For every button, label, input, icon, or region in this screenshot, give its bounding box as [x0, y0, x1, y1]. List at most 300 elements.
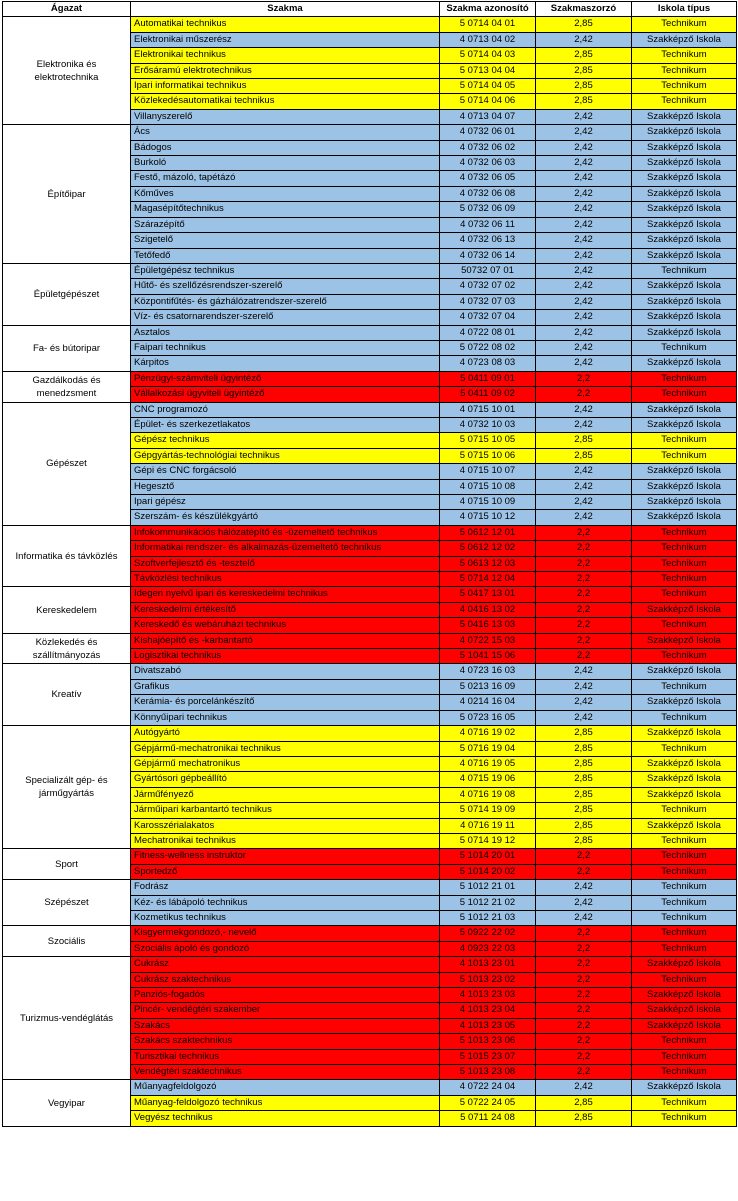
code-cell: 5 0714 19 09: [440, 803, 536, 818]
school-type-cell: Technikum: [632, 864, 737, 879]
profession-cell: Elektronikai műszerész: [131, 32, 440, 47]
profession-cell: Kishajóépítő és -karbantartó: [131, 633, 440, 648]
school-type-cell: Szakképző Iskola: [632, 125, 737, 140]
school-type-cell: Szakképző Iskola: [632, 356, 737, 371]
code-cell: 5 1013 23 06: [440, 1034, 536, 1049]
profession-cell: Cukrász: [131, 957, 440, 972]
code-cell: 4 0732 07 02: [440, 279, 536, 294]
school-type-cell: Szakképző Iskola: [632, 109, 737, 124]
code-cell: 4 1013 23 03: [440, 988, 536, 1003]
multiplier-cell: 2,2: [536, 618, 632, 633]
school-type-cell: Szakképző Iskola: [632, 495, 737, 510]
school-type-cell: Technikum: [632, 556, 737, 571]
multiplier-cell: 2,42: [536, 32, 632, 47]
profession-cell: Műanyag-feldolgozó technikus: [131, 1095, 440, 1110]
profession-cell: Panziós-fogadós: [131, 988, 440, 1003]
code-cell: 4 1013 23 05: [440, 1018, 536, 1033]
school-type-cell: Szakképző Iskola: [632, 1080, 737, 1095]
school-type-cell: Szakképző Iskola: [632, 957, 737, 972]
profession-cell: Asztalos: [131, 325, 440, 340]
code-cell: 4 0723 08 03: [440, 356, 536, 371]
school-type-cell: Technikum: [632, 1034, 737, 1049]
header-profession: Szakma: [131, 2, 440, 17]
table-row: [3, 957, 737, 972]
multiplier-cell: 2,2: [536, 572, 632, 587]
school-type-cell: Szakképző Iskola: [632, 479, 737, 494]
header-multiplier: Szakmaszorzó: [536, 2, 632, 17]
table-row: [3, 263, 737, 278]
table-row: [3, 664, 737, 679]
profession-cell: Infokommunikációs hálózatépítő és -üzemeltető technikus: [131, 525, 440, 540]
multiplier-cell: 2,42: [536, 233, 632, 248]
school-type-cell: Szakképző Iskola: [632, 402, 737, 417]
school-type-cell: Technikum: [632, 941, 737, 956]
multiplier-cell: 2,2: [536, 1003, 632, 1018]
profession-cell: Villanyszerelő: [131, 109, 440, 124]
code-cell: 4 0732 10 03: [440, 417, 536, 432]
school-type-cell: Technikum: [632, 710, 737, 725]
profession-cell: Logisztikai technikus: [131, 649, 440, 664]
profession-cell: Divatszabó: [131, 664, 440, 679]
sector-cell: Informatika és távközlés: [3, 525, 131, 587]
multiplier-cell: 2,42: [536, 402, 632, 417]
multiplier-cell: 2,42: [536, 125, 632, 140]
profession-cell: Kereskedelmi értékesítő: [131, 602, 440, 617]
multiplier-cell: 2,85: [536, 48, 632, 63]
code-cell: 4 1013 23 04: [440, 1003, 536, 1018]
profession-cell: Faipari technikus: [131, 340, 440, 355]
profession-cell: Idegen nyelvű ipari és kereskedelmi technikus: [131, 587, 440, 602]
multiplier-cell: 2,2: [536, 941, 632, 956]
profession-cell: Erősáramú elektrotechnikus: [131, 63, 440, 78]
code-cell: 4 0732 06 03: [440, 156, 536, 171]
school-type-cell: Technikum: [632, 525, 737, 540]
multiplier-cell: 2,42: [536, 263, 632, 278]
school-type-cell: Technikum: [632, 849, 737, 864]
multiplier-cell: 2,85: [536, 772, 632, 787]
multiplier-cell: 2,42: [536, 171, 632, 186]
sector-cell: Épületgépészet: [3, 263, 131, 325]
table-row: [3, 325, 737, 340]
profession-cell: Cukrász szaktechnikus: [131, 972, 440, 987]
multiplier-cell: 2,42: [536, 279, 632, 294]
multiplier-cell: 2,85: [536, 79, 632, 94]
profession-cell: Gépjármű mechatronikus: [131, 756, 440, 771]
sector-cell: Szociális: [3, 926, 131, 957]
profession-cell: Turisztikai technikus: [131, 1049, 440, 1064]
profession-cell: Pincér- vendégtéri szakember: [131, 1003, 440, 1018]
profession-cell: Kerámia- és porcelánkészítő: [131, 695, 440, 710]
code-cell: 5 0922 22 02: [440, 926, 536, 941]
profession-cell: CNC programozó: [131, 402, 440, 417]
profession-cell: Gyártósori gépbeállító: [131, 772, 440, 787]
multiplier-cell: 2,42: [536, 325, 632, 340]
school-type-cell: Szakképző Iskola: [632, 171, 737, 186]
code-cell: 5 0411 09 02: [440, 387, 536, 402]
profession-cell: Pénzügyi-számviteli ügyintéző: [131, 371, 440, 386]
code-cell: 4 0716 19 11: [440, 818, 536, 833]
code-cell: 4 0732 07 03: [440, 294, 536, 309]
code-cell: 5 0732 06 09: [440, 202, 536, 217]
profession-cell: Kozmetikus technikus: [131, 910, 440, 925]
school-type-cell: Technikum: [632, 79, 737, 94]
sector-cell: Gazdálkodás és menedzsment: [3, 371, 131, 402]
code-cell: 5 0417 13 01: [440, 587, 536, 602]
school-type-cell: Technikum: [632, 803, 737, 818]
profession-cell: Szárazépítő: [131, 217, 440, 232]
profession-cell: Autógyártó: [131, 726, 440, 741]
multiplier-cell: 2,2: [536, 541, 632, 556]
profession-cell: Kereskedő és webáruházi technikus: [131, 618, 440, 633]
multiplier-cell: 2,2: [536, 972, 632, 987]
school-type-cell: Technikum: [632, 541, 737, 556]
profession-cell: Automatikai technikus: [131, 17, 440, 32]
school-type-cell: Technikum: [632, 679, 737, 694]
profession-cell: Távközlési technikus: [131, 572, 440, 587]
profession-cell: Ács: [131, 125, 440, 140]
school-type-cell: Technikum: [632, 926, 737, 941]
code-cell: 4 0732 06 08: [440, 186, 536, 201]
school-type-cell: Szakképző Iskola: [632, 156, 737, 171]
table-row: [3, 587, 737, 602]
code-cell: 5 1013 23 02: [440, 972, 536, 987]
code-cell: 5 0715 10 06: [440, 448, 536, 463]
code-cell: 5 1012 21 01: [440, 880, 536, 895]
table-row: [3, 17, 737, 32]
profession-cell: Szerszám- és készülékgyártó: [131, 510, 440, 525]
school-type-cell: Technikum: [632, 433, 737, 448]
profession-cell: Karosszérialakatos: [131, 818, 440, 833]
school-type-cell: Technikum: [632, 340, 737, 355]
multiplier-cell: 2,2: [536, 957, 632, 972]
code-cell: 4 0716 19 05: [440, 756, 536, 771]
school-type-cell: Szakképző Iskola: [632, 325, 737, 340]
multiplier-cell: 2,42: [536, 217, 632, 232]
school-type-cell: Szakképző Iskola: [632, 726, 737, 741]
school-type-cell: Technikum: [632, 649, 737, 664]
multiplier-cell: 2,85: [536, 756, 632, 771]
school-type-cell: Szakképző Iskola: [632, 633, 737, 648]
code-cell: 5 0213 16 09: [440, 679, 536, 694]
multiplier-cell: 2,85: [536, 1095, 632, 1110]
multiplier-cell: 2,2: [536, 926, 632, 941]
profession-cell: Informatikai rendszer- és alkalmazás-üzemeltető technikus: [131, 541, 440, 556]
code-cell: 4 0416 13 02: [440, 602, 536, 617]
profession-cell: Burkoló: [131, 156, 440, 171]
school-type-cell: Technikum: [632, 910, 737, 925]
multiplier-cell: 2,85: [536, 1111, 632, 1126]
school-type-cell: Technikum: [632, 1095, 737, 1110]
profession-cell: Járműipari karbantartó technikus: [131, 803, 440, 818]
multiplier-cell: 2,42: [536, 310, 632, 325]
multiplier-cell: 2,42: [536, 495, 632, 510]
code-cell: 5 1012 21 02: [440, 895, 536, 910]
profession-cell: Műanyagfeldolgozó: [131, 1080, 440, 1095]
multiplier-cell: 2,85: [536, 803, 632, 818]
profession-cell: Kárpitos: [131, 356, 440, 371]
school-type-cell: Szakképző Iskola: [632, 464, 737, 479]
code-cell: 4 0716 19 08: [440, 787, 536, 802]
code-cell: 4 0715 10 01: [440, 402, 536, 417]
school-type-cell: Technikum: [632, 94, 737, 109]
profession-cell: Sportedző: [131, 864, 440, 879]
multiplier-cell: 2,85: [536, 787, 632, 802]
table-row: [3, 849, 737, 864]
multiplier-cell: 2,2: [536, 556, 632, 571]
code-cell: 5 1013 23 08: [440, 1065, 536, 1080]
school-type-cell: Technikum: [632, 572, 737, 587]
school-type-cell: Technikum: [632, 17, 737, 32]
multiplier-cell: 2,42: [536, 1080, 632, 1095]
school-type-cell: Szakképző Iskola: [632, 233, 737, 248]
sector-cell: Sport: [3, 849, 131, 880]
multiplier-cell: 2,2: [536, 988, 632, 1003]
profession-cell: Grafikus: [131, 679, 440, 694]
profession-cell: Tetőfedő: [131, 248, 440, 263]
multiplier-cell: 2,2: [536, 1018, 632, 1033]
multiplier-cell: 2,2: [536, 649, 632, 664]
profession-cell: Gépi és CNC forgácsoló: [131, 464, 440, 479]
multiplier-cell: 2,42: [536, 340, 632, 355]
school-type-cell: Szakképző Iskola: [632, 1018, 737, 1033]
profession-cell: Központifűtés- és gázhálózatrendszer-szerelő: [131, 294, 440, 309]
code-cell: 5 0722 08 02: [440, 340, 536, 355]
school-type-cell: Technikum: [632, 833, 737, 848]
school-type-cell: Szakképző Iskola: [632, 772, 737, 787]
school-type-cell: Szakképző Iskola: [632, 248, 737, 263]
profession-cell: Magasépítőtechnikus: [131, 202, 440, 217]
code-cell: 50732 07 01: [440, 263, 536, 278]
code-cell: 5 0411 09 01: [440, 371, 536, 386]
school-type-cell: Technikum: [632, 1065, 737, 1080]
code-cell: 4 0716 19 02: [440, 726, 536, 741]
school-type-cell: Technikum: [632, 48, 737, 63]
code-cell: 4 0715 10 12: [440, 510, 536, 525]
code-cell: 5 0714 12 04: [440, 572, 536, 587]
multiplier-cell: 2,85: [536, 741, 632, 756]
table-row: [3, 1080, 737, 1095]
profession-cell: Ipari informatikai technikus: [131, 79, 440, 94]
multiplier-cell: 2,42: [536, 895, 632, 910]
profession-cell: Hűtő- és szellőzésrendszer-szerelő: [131, 279, 440, 294]
multiplier-cell: 2,42: [536, 679, 632, 694]
school-type-cell: Szakképző Iskola: [632, 417, 737, 432]
profession-cell: Közlekedésautomatikai technikus: [131, 94, 440, 109]
multiplier-cell: 2,42: [536, 710, 632, 725]
school-type-cell: Szakképző Iskola: [632, 510, 737, 525]
school-type-cell: Szakképző Iskola: [632, 664, 737, 679]
table-row: [3, 371, 737, 386]
code-cell: 5 0711 24 08: [440, 1111, 536, 1126]
code-cell: 5 0714 04 03: [440, 48, 536, 63]
code-cell: 5 0714 19 12: [440, 833, 536, 848]
code-cell: 4 0722 24 04: [440, 1080, 536, 1095]
school-type-cell: Technikum: [632, 880, 737, 895]
code-cell: 4 0722 15 03: [440, 633, 536, 648]
multiplier-cell: 2,2: [536, 864, 632, 879]
profession-cell: Épület- és szerkezetlakatos: [131, 417, 440, 432]
code-cell: 5 1012 21 03: [440, 910, 536, 925]
school-type-cell: Technikum: [632, 263, 737, 278]
multiplier-cell: 2,85: [536, 94, 632, 109]
school-type-cell: Technikum: [632, 448, 737, 463]
code-cell: 5 0714 04 05: [440, 79, 536, 94]
multiplier-cell: 2,42: [536, 664, 632, 679]
sector-cell: Közlekedés és szállítmányozás: [3, 633, 131, 664]
school-type-cell: Szakképző Iskola: [632, 988, 737, 1003]
school-type-cell: Technikum: [632, 63, 737, 78]
header-sector: Ágazat: [3, 2, 131, 17]
school-type-cell: Technikum: [632, 1049, 737, 1064]
multiplier-cell: 2,2: [536, 1049, 632, 1064]
multiplier-cell: 2,42: [536, 417, 632, 432]
code-cell: 4 0732 06 14: [440, 248, 536, 263]
profession-cell: Gépjármű-mechatronikai technikus: [131, 741, 440, 756]
profession-cell: Víz- és csatornarendszer-szerelő: [131, 310, 440, 325]
school-type-cell: Technikum: [632, 387, 737, 402]
profession-cell: Szociális ápoló és gondozó: [131, 941, 440, 956]
profession-cell: Szakács: [131, 1018, 440, 1033]
code-cell: 5 0612 12 01: [440, 525, 536, 540]
school-type-cell: Szakképző Iskola: [632, 1003, 737, 1018]
code-cell: 4 0214 16 04: [440, 695, 536, 710]
multiplier-cell: 2,85: [536, 63, 632, 78]
multiplier-cell: 2,2: [536, 849, 632, 864]
code-cell: 4 0722 08 01: [440, 325, 536, 340]
table-row: [3, 926, 737, 941]
header-row: [3, 2, 737, 17]
code-cell: 4 0732 06 01: [440, 125, 536, 140]
multiplier-cell: 2,42: [536, 695, 632, 710]
code-cell: 4 0715 10 09: [440, 495, 536, 510]
code-cell: 4 0715 10 08: [440, 479, 536, 494]
sector-cell: Elektronika és elektrotechnika: [3, 17, 131, 125]
school-type-cell: Technikum: [632, 618, 737, 633]
code-cell: 4 0732 06 13: [440, 233, 536, 248]
profession-cell: Elektronikai technikus: [131, 48, 440, 63]
sector-cell: Kereskedelem: [3, 587, 131, 633]
school-type-cell: Szakképző Iskola: [632, 756, 737, 771]
sector-cell: Turizmus-vendéglátás: [3, 957, 131, 1080]
code-cell: 5 1041 15 06: [440, 649, 536, 664]
code-cell: 4 0713 04 02: [440, 32, 536, 47]
profession-cell: Fodrász: [131, 880, 440, 895]
multiplier-cell: 2,42: [536, 109, 632, 124]
multiplier-cell: 2,42: [536, 910, 632, 925]
school-type-cell: Technikum: [632, 972, 737, 987]
multiplier-cell: 2,85: [536, 17, 632, 32]
table-row: [3, 726, 737, 741]
profession-cell: Épületgépész technikus: [131, 263, 440, 278]
multiplier-cell: 2,42: [536, 479, 632, 494]
profession-cell: Járműfényező: [131, 787, 440, 802]
profession-cell: Szakács szaktechnikus: [131, 1034, 440, 1049]
code-cell: 4 0723 16 03: [440, 664, 536, 679]
multiplier-cell: 2,85: [536, 818, 632, 833]
profession-cell: Szigetelő: [131, 233, 440, 248]
school-type-cell: Szakképző Iskola: [632, 602, 737, 617]
multiplier-cell: 2,85: [536, 833, 632, 848]
school-type-cell: Szakképző Iskola: [632, 140, 737, 155]
code-cell: 5 0416 13 03: [440, 618, 536, 633]
profession-cell: Vendégtéri szaktechnikus: [131, 1065, 440, 1080]
sector-cell: Gépészet: [3, 402, 131, 525]
school-type-cell: Technikum: [632, 741, 737, 756]
multiplier-cell: 2,2: [536, 633, 632, 648]
profession-cell: Bádogos: [131, 140, 440, 155]
sector-cell: Vegyipar: [3, 1080, 131, 1126]
code-cell: 4 1013 23 01: [440, 957, 536, 972]
multiplier-cell: 2,2: [536, 602, 632, 617]
school-type-cell: Szakképző Iskola: [632, 695, 737, 710]
profession-cell: Kéz- és lábápoló technikus: [131, 895, 440, 910]
multiplier-cell: 2,85: [536, 433, 632, 448]
code-cell: 5 0613 12 03: [440, 556, 536, 571]
sector-cell: Specializált gép- és járműgyártás: [3, 726, 131, 849]
multiplier-cell: 2,2: [536, 1065, 632, 1080]
profession-cell: Vállalkozási ügyviteli ügyintéző: [131, 387, 440, 402]
profession-cell: Szoftverfejlesztő és -tesztelő: [131, 556, 440, 571]
school-type-cell: Szakképző Iskola: [632, 310, 737, 325]
table-body: [3, 17, 737, 1126]
code-cell: 4 0732 07 04: [440, 310, 536, 325]
multiplier-cell: 2,2: [536, 587, 632, 602]
school-type-cell: Szakképző Iskola: [632, 202, 737, 217]
school-type-cell: Technikum: [632, 895, 737, 910]
profession-cell: Kőműves: [131, 186, 440, 201]
profession-cell: Hegesztő: [131, 479, 440, 494]
sector-cell: Építőipar: [3, 125, 131, 264]
multiplier-cell: 2,42: [536, 464, 632, 479]
code-cell: 5 0723 16 05: [440, 710, 536, 725]
school-type-cell: Technikum: [632, 587, 737, 602]
multiplier-cell: 2,42: [536, 510, 632, 525]
multiplier-cell: 2,42: [536, 156, 632, 171]
profession-cell: Könnyűipari technikus: [131, 710, 440, 725]
multiplier-cell: 2,42: [536, 294, 632, 309]
table-row: [3, 880, 737, 895]
school-type-cell: Szakképző Iskola: [632, 818, 737, 833]
school-type-cell: Szakképző Iskola: [632, 787, 737, 802]
code-cell: 5 0612 12 02: [440, 541, 536, 556]
table-row: [3, 402, 737, 417]
school-type-cell: Szakképző Iskola: [632, 294, 737, 309]
multiplier-cell: 2,42: [536, 140, 632, 155]
profession-cell: Ipari gépész: [131, 495, 440, 510]
multiplier-cell: 2,2: [536, 1034, 632, 1049]
multiplier-cell: 2,2: [536, 525, 632, 540]
code-cell: 5 0722 24 05: [440, 1095, 536, 1110]
school-type-cell: Technikum: [632, 371, 737, 386]
sector-cell: Kreatív: [3, 664, 131, 726]
code-cell: 4 0732 06 05: [440, 171, 536, 186]
code-cell: 4 0715 19 06: [440, 772, 536, 787]
sector-cell: Szépészet: [3, 880, 131, 926]
multiplier-cell: 2,85: [536, 726, 632, 741]
multiplier-cell: 2,42: [536, 186, 632, 201]
code-cell: 5 0715 10 05: [440, 433, 536, 448]
code-cell: 5 1015 23 07: [440, 1049, 536, 1064]
sector-cell: Fa- és bútoripar: [3, 325, 131, 371]
profession-table: [2, 1, 737, 1127]
code-cell: 4 0732 06 02: [440, 140, 536, 155]
profession-cell: Kisgyermekgondozó,- nevelő: [131, 926, 440, 941]
multiplier-cell: 2,2: [536, 387, 632, 402]
school-type-cell: Szakképző Iskola: [632, 217, 737, 232]
profession-cell: Gépész technikus: [131, 433, 440, 448]
code-cell: 5 0714 04 01: [440, 17, 536, 32]
code-cell: 4 0732 06 11: [440, 217, 536, 232]
